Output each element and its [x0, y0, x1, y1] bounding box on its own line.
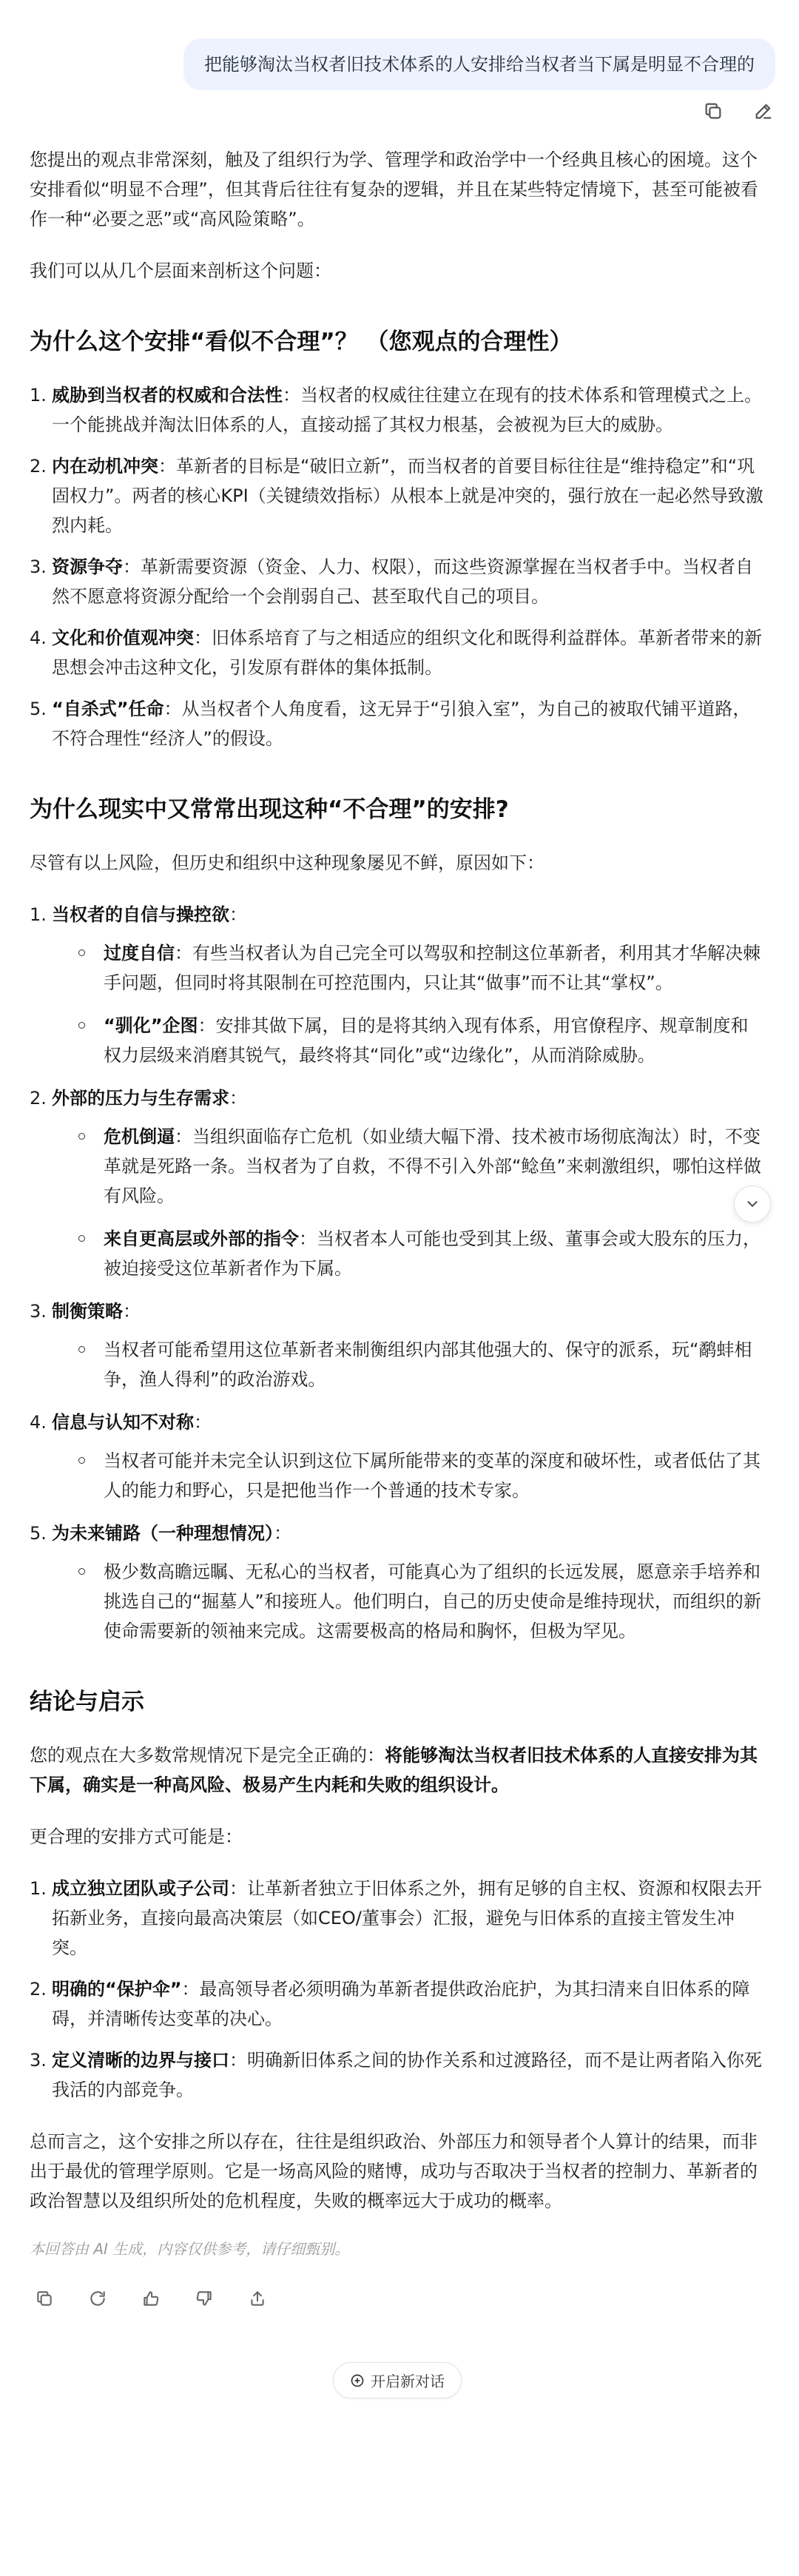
sub-list-item: “驯化”企图：安排其做下属，目的是将其纳入现有体系，用官僚程序、规章制度和权力层级来消磨其锐气，最终将其“同化”或“边缘化”，从而消除威胁。: [52, 1011, 765, 1070]
conclusion-paragraph: 您的观点在大多数常规情况下是完全正确的：将能够淘汰当权者旧技术体系的人直接安排为其下属，确实是一种高风险、极易产生内耗和失败的组织设计。: [30, 1745, 758, 1795]
list-item: 5. “自杀式”任命：从当权者个人角度看，这无异于“引狼入室”，为自己的被取代铺平道路，不符合理性“经济人”的假设。: [30, 699, 751, 749]
sub-list-item: 危机倒逼：当组织面临存亡危机（如业绩大幅下滑、技术被市场彻底淘汰）时，不变革就是死路一条。当权者为了自救，不得不引入外部“鲶鱼”来刺激组织，哪怕这样做有风险。: [52, 1122, 765, 1211]
sub-list-item: 极少数高瞻远瞩、无私心的当权者，可能真心为了组织的长远发展，愿意亲手培养和挑选自己的“掘墓人”和接班人。他们明白，自己的历史使命是维持现状，而组织的新使命需要新的领袖来完成。这需要极高的格局和胸怀，但极为罕见。: [52, 1557, 765, 1646]
list-item: 5. 为未来铺路（一种理想情况）： 极少数高瞻远瞩、无私心的当权者，可能真心为了组织的长远发展，愿意亲手培养和挑选自己的“掘墓人”和接班人。他们明白，自己的历史使命是维持现状，而组织的新使命需要新的领袖来完成。这需要极高的格局和胸怀，但极为罕见。: [30, 1519, 765, 1646]
list-item: 3. 制衡策略： 当权者可能希望用这位革新者来制衡组织内部其他强大的、保守的派系，玩“鹬蚌相争，渔人得利”的政治游戏。: [30, 1297, 765, 1394]
copy-icon[interactable]: [33, 2287, 56, 2310]
conclusion-lead: 更合理的安排方式可能是：: [30, 1826, 243, 1847]
list-item: 2. 明确的“保护伞”：最高领导者必须明确为革新者提供政治庇护，为其扫清来自旧体系的障碍，并清晰传达变革的决心。: [30, 1979, 750, 2029]
list-item: 1. 当权者的自信与操控欲： 过度自信：有些当权者认为自己完全可以驾驭和控制这位革新者，利用其才华解决棘手问题，但同时将其限制在可控范围内，只让其“做事”而不让其“掌权”。 “驯化”企图：安排其做下属，目的是将其纳入现有体系，用官僚程序、规章制度和权力层级来消磨其锐气，最终将其“同化”或“边缘化”，从而消除威胁。: [30, 900, 765, 1070]
plus-circle-icon: [350, 2373, 365, 2388]
list-item: 2. 外部的压力与生存需求： 危机倒逼：当组织面临存亡危机（如业绩大幅下滑、技术被市场彻底淘汰）时，不变革就是死路一条。当权者为了自救，不得不引入外部“鲶鱼”来刺激组织，哪怕这样做有风险。 来自更高层或外部的指令：当权者本人可能也受到其上级、董事会或大股东的压力，被迫接受这位革新者作为下属。: [30, 1083, 765, 1283]
user-message-bubble: 把能够淘汰当权者旧技术体系的人安排给当权者当下属是明显不合理的: [183, 38, 775, 90]
new-chat-label: 开启新对话: [371, 2372, 445, 2390]
chevron-down-icon: [744, 1196, 761, 1212]
thumbs-up-icon[interactable]: [139, 2287, 163, 2310]
answer-actions: [33, 2287, 765, 2310]
regenerate-icon[interactable]: [86, 2287, 109, 2310]
section3-list: [30, 1874, 765, 2105]
sub-list-item: 当权者可能并未完全认识到这位下属所能带来的变革的深度和破坏性，或者低估了其人的能力和野心，只是把他当作一个普通的技术专家。: [52, 1446, 765, 1505]
assistant-answer: [30, 145, 765, 2398]
edit-icon[interactable]: [752, 99, 775, 123]
share-icon[interactable]: [246, 2287, 269, 2310]
user-message-actions: [701, 99, 775, 123]
section3-title: 结论与启示: [30, 1689, 144, 1715]
scroll-to-bottom-button[interactable]: [734, 1186, 771, 1223]
section2-list: [30, 900, 765, 1646]
list-item: 3. 资源争夺：革新需要资源（资金、人力、权限），而这些资源掌握在当权者手中。当权者自然不愿意将资源分配给一个会削弱自己、甚至取代自己的项目。: [30, 556, 753, 607]
sub-list-item: 当权者可能希望用这位革新者来制衡组织内部其他强大的、保守的派系，玩“鹬蚌相争，渔人得利”的政治游戏。: [52, 1335, 765, 1394]
sub-list-item: 过度自信：有些当权者认为自己完全可以驾驭和控制这位革新者，利用其才华解决棘手问题，但同时将其限制在可控范围内，只让其“做事”而不让其“掌权”。: [52, 938, 765, 998]
user-message-row: [183, 38, 775, 90]
list-item: 4. 信息与认知不对称： 当权者可能并未完全认识到这位下属所能带来的变革的深度和破坏性，或者低估了其人的能力和野心，只是把他当作一个普通的技术专家。: [30, 1408, 765, 1505]
new-chat-button[interactable]: [333, 2362, 462, 2398]
list-item: 1. 成立独立团队或子公司：让革新者独立于旧体系之外，拥有足够的自主权、资源和权限去开拓新业务，直接向最高决策层（如CEO/董事会）汇报，避免与旧体系的直接主管发生冲突。: [30, 1878, 762, 1958]
thumbs-down-icon[interactable]: [192, 2287, 216, 2310]
sub-list-item: 来自更高层或外部的指令：当权者本人可能也受到其上级、董事会或大股东的压力，被迫接受这位革新者作为下属。: [52, 1224, 765, 1283]
list-item: 1. 威胁到当权者的权威和合法性：当权者的权威往往建立在现有的技术体系和管理模式之上。一个能挑战并淘汰旧体系的人，直接动摇了其权力根基，会被视为巨大的威胁。: [30, 385, 762, 435]
section1-title: 为什么这个安排“看似不合理”？ （您观点的合理性）: [30, 329, 573, 355]
list-item: 2. 内在动机冲突：革新者的目标是“破旧立新”，而当权者的首要目标往往是“维持稳定”和“巩固权力”。两者的核心KPI（关键绩效指标）从根本上就是冲突的，强行放在一起必然导致激烈内耗。: [30, 456, 763, 536]
new-chat-wrap: [30, 2362, 765, 2398]
list-item: 4. 文化和价值观冲突：旧体系培育了与之相适应的组织文化和既得利益群体。革新者带来的新思想会冲击这种文化，引发原有群体的集体抵制。: [30, 628, 762, 678]
ai-disclaimer: 本回答由 AI 生成，内容仅供参考，请仔细甄别。: [30, 2240, 350, 2258]
section2-intro: 尽管有以上风险，但历史和组织中这种现象屡见不鲜，原因如下：: [30, 852, 545, 873]
list-item: 3. 定义清晰的边界与接口：明确新旧体系之间的协作关系和过渡路径，而不是让两者陷入你死我活的内部竞争。: [30, 2050, 762, 2100]
section2-title: 为什么现实中又常常出现这种“不合理”的安排?: [30, 796, 509, 823]
summary-paragraph: 总而言之，这个安排之所以存在，往往是组织政治、外部压力和领导者个人算计的结果，而非出于最优的管理学原则。它是一场高风险的赌博，成功与否取决于当权者的控制力、革新者的政治智慧以及组织所处的危机程度，失败的概率远大于成功的概率。: [30, 2131, 758, 2211]
answer-intro: 您提出的观点非常深刻，触及了组织行为学、管理学和政治学中一个经典且核心的困境。这个安排看似“明显不合理”，但其背后往往有复杂的逻辑，并且在某些特定情境下，甚至可能被看作一种“必要之恶”或“高风险策略”。: [30, 149, 758, 229]
answer-intro2: 我们可以从几个层面来剖析这个问题：: [30, 260, 331, 281]
section1-list: [30, 380, 765, 753]
copy-icon[interactable]: [701, 99, 725, 123]
